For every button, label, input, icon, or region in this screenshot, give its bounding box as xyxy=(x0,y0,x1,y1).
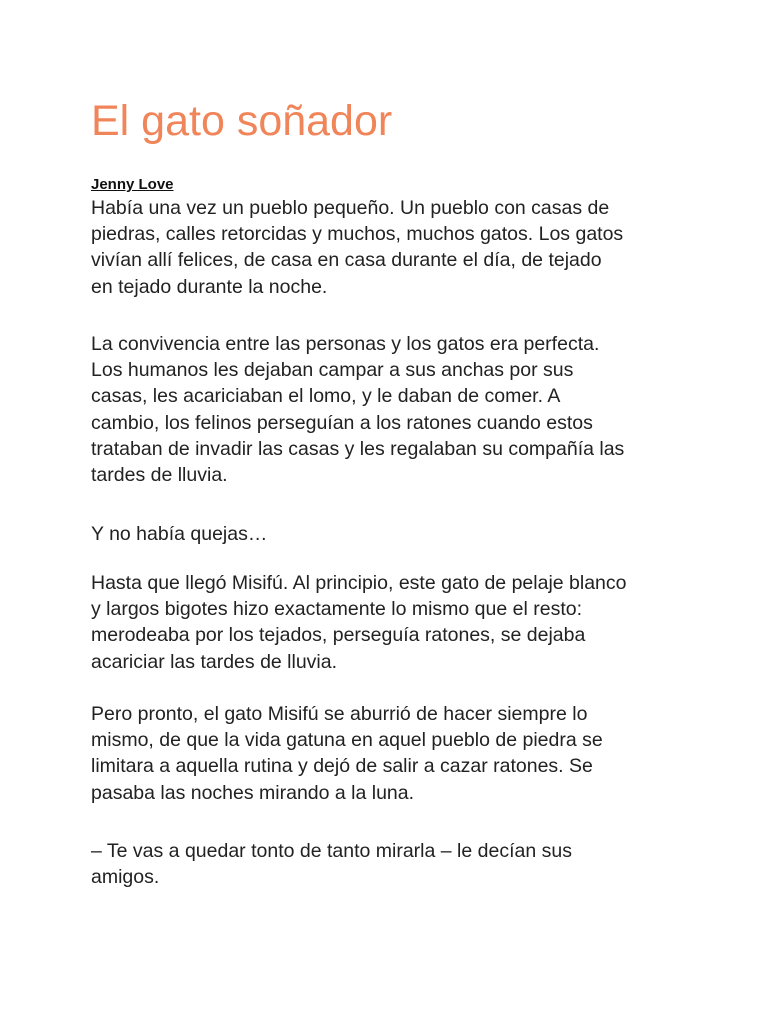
paragraph-5 xyxy=(91,701,691,806)
paragraph-line: cambio, los felinos perseguían a los ratones cuando estos xyxy=(91,411,593,434)
paragraph-line: vivían allí felices, de casa en casa durante el día, de tejado xyxy=(91,249,602,272)
paragraph-line: casas, les acariciaban el lomo, y le daban de comer. A xyxy=(91,385,561,408)
paragraph-line: piedras, calles retorcidas y muchos, muchos gatos. Los gatos xyxy=(91,223,624,246)
paragraph-line: mismo, de que la vida gatuna en aquel pueblo de piedra se xyxy=(91,729,603,752)
paragraph-line: amigos. xyxy=(91,866,160,889)
paragraph-line: limitara a aquella rutina y dejó de salir a cazar ratones. Se xyxy=(91,755,593,778)
paragraph-3 xyxy=(91,521,691,547)
paragraph-line: – Te vas a quedar tonto de tanto mirarla – le decían sus xyxy=(91,840,572,862)
paragraph-line: Había una vez un pueblo pequeño. Un pueblo con casas de xyxy=(91,197,610,219)
paragraph-line: acariciar las tardes de lluvia. xyxy=(91,650,338,673)
paragraph-6 xyxy=(91,838,691,890)
paragraph-line: trataban de invadir las casas y les regalaban su compañía las xyxy=(91,437,625,460)
author-name: Jenny Love xyxy=(91,176,174,193)
paragraph-line: merodeaba por los tejados, perseguía ratones, se dejaba xyxy=(91,624,586,647)
paragraph-line: tardes de lluvia. xyxy=(91,464,228,487)
paragraph-line: Los humanos les dejaban campar a sus anchas por sus xyxy=(91,359,574,382)
paragraph-line: en tejado durante la noche. xyxy=(91,275,328,298)
paragraph-1 xyxy=(91,195,691,300)
document-title: El gato soñador xyxy=(91,97,393,145)
paragraph-line: La convivencia entre las personas y los gatos era perfecta. xyxy=(91,333,600,355)
paragraph-2 xyxy=(91,331,691,488)
paragraph-line: pasaba las noches mirando a la luna. xyxy=(91,781,415,804)
paragraph-line: Pero pronto, el gato Misifú se aburrió de hacer siempre lo xyxy=(91,703,588,725)
paragraph-4 xyxy=(91,570,691,675)
paragraph-line: y largos bigotes hizo exactamente lo mismo que el resto: xyxy=(91,598,582,621)
paragraph-line: Hasta que llegó Misifú. Al principio, este gato de pelaje blanco xyxy=(91,572,627,594)
paragraph-line: Y no había quejas… xyxy=(91,523,268,545)
